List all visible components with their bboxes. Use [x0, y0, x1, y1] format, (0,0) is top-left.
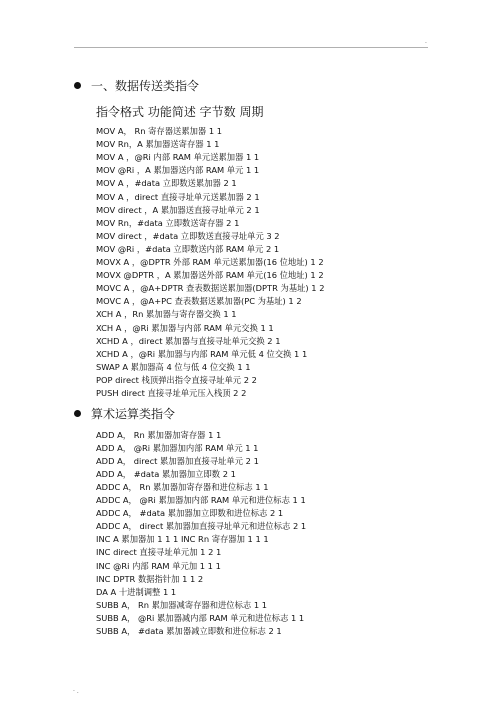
- instruction-line: MOV A ，@Ri 内部 RAM 单元送累加器 1 1: [96, 152, 260, 163]
- instruction-line: SUBB A， @Ri 累加器减内部 RAM 单元和进位标志 1 1: [96, 612, 305, 623]
- instruction-line: XCH A ，Rn 累加器与寄存器交换 1 1: [96, 309, 237, 320]
- instruction-line: MOV @Ri ，#data 立即数送内部 RAM 单元 2 1: [96, 243, 280, 254]
- instruction-line: INC DPTR 数据指针加 1 1 2: [96, 573, 204, 584]
- instruction-line: MOV Rn，#data 立即数送寄存器 2 1: [96, 217, 240, 228]
- instruction-line: INC @Ri 内部 RAM 单元加 1 1 1: [96, 560, 221, 571]
- section-1-heading: [74, 79, 199, 93]
- bullet-icon: [74, 82, 81, 89]
- instruction-line: MOV Rn，A 累加器送寄存器 1 1: [96, 139, 220, 150]
- header-rule: [74, 47, 428, 48]
- instruction-line: SWAP A 累加器高 4 位与低 4 位交换 1 1: [96, 361, 251, 372]
- column-headings: 指令格式 功能简述 字节数 周期: [96, 105, 264, 119]
- bullet-icon: [74, 410, 81, 417]
- section-2-heading: [74, 407, 175, 421]
- instruction-line: INC direct 直接寻址单元加 1 2 1: [96, 547, 222, 558]
- instruction-line: SUBB A， #data 累加器减立即数和进位标志 2 1: [96, 625, 282, 636]
- instruction-line: MOV A ，direct 直接寻址单元送累加器 2 1: [96, 191, 260, 202]
- instruction-line: POP direct 栈顶弹出指令直接寻址单元 2 2: [96, 374, 257, 385]
- instruction-line: ADDC A， direct 累加器加直接寻址单元和进位标志 2 1: [96, 521, 307, 532]
- section-2-title: 算术运算类指令: [91, 407, 176, 421]
- instruction-line: XCHD A ，direct 累加器与直接寻址单元交换 2 1: [96, 335, 281, 346]
- instruction-line: XCHD A ，@Ri 累加器与内部 RAM 单元低 4 位交换 1 1: [96, 348, 308, 359]
- instruction-line: ADD A， Rn 累加器加寄存器 1 1: [96, 430, 222, 440]
- instruction-line: INC A 累加器加 1 1 1 INC Rn 寄存器加 1 1 1: [96, 534, 269, 545]
- instruction-line: ADDC A， Rn 累加器加寄存器和进位标志 1 1: [96, 482, 269, 493]
- instruction-line: MOVC A ，@A+DPTR 查表数据送累加器(DPTR 为基址) 1 2: [96, 283, 325, 294]
- corner-mark-bottom-left: · .: [73, 688, 79, 695]
- instruction-line: ADD A， direct 累加器加直接寻址单元 2 1: [96, 456, 259, 467]
- instruction-line: ADDC A， #data 累加器加立即数和进位标志 2 1: [96, 508, 284, 519]
- instruction-line: MOV @Ri ，A 累加器送内部 RAM 单元 1 1: [96, 165, 260, 176]
- instruction-line: XCH A ，@Ri 累加器与内部 RAM 单元交换 1 1: [96, 322, 274, 333]
- instruction-line: SUBB A， Rn 累加器减寄存器和进位标志 1 1: [96, 599, 268, 610]
- corner-mark-top-right: .: [425, 38, 427, 45]
- instruction-line: MOV A， Rn 寄存器送累加器 1 1: [96, 126, 223, 136]
- instruction-line: MOV direct ，#data 立即数送直接寻址单元 3 2: [96, 230, 280, 241]
- section-1-title: 一、数据传送类指令: [91, 79, 200, 93]
- instruction-line: MOVC A ，@A+PC 查表数据送累加器(PC 为基址) 1 2: [96, 296, 302, 307]
- instruction-line: MOVX A ，@DPTR 外部 RAM 单元送累加器(16 位地址) 1 2: [96, 257, 324, 267]
- instruction-line: MOVX @DPTR ，A 累加器送外部 RAM 单元(16 位地址) 1 2: [96, 270, 324, 281]
- instruction-line: ADD A， @Ri 累加器加内部 RAM 单元 1 1: [96, 443, 259, 454]
- instruction-line: PUSH direct 直接寻址单元压入栈顶 2 2: [96, 388, 247, 398]
- instruction-line: MOV A ，#data 立即数送累加器 2 1: [96, 178, 237, 189]
- instruction-line: DA A 十进制调整 1 1: [96, 586, 177, 597]
- instruction-line: ADD A， #data 累加器加立即数 2 1: [96, 469, 236, 480]
- instruction-line: ADDC A， @Ri 累加器加内部 RAM 单元和进位标志 1 1: [96, 495, 306, 506]
- instruction-line: MOV direct ，A 累加器送直接寻址单元 2 1: [96, 204, 260, 215]
